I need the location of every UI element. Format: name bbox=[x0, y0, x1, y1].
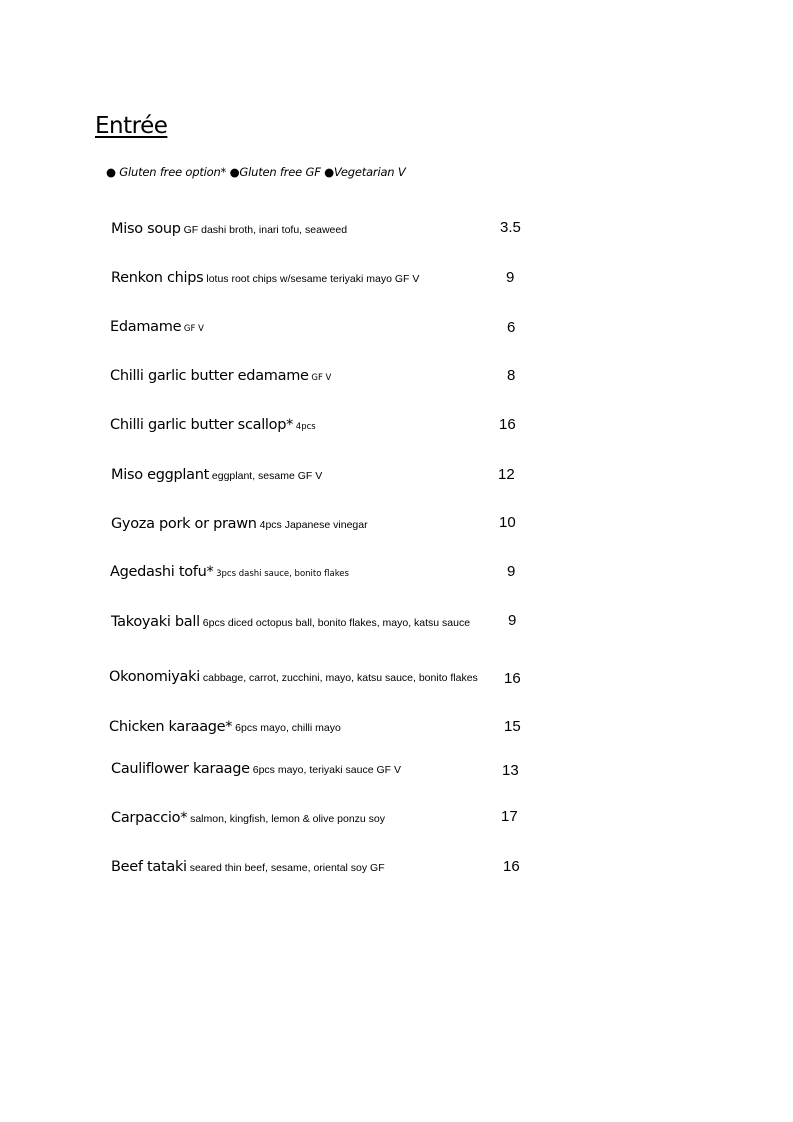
item-description: lotus root chips w/sesame teriyaki mayo GF V bbox=[203, 273, 420, 285]
item-price: 3.5 bbox=[500, 219, 521, 236]
item-name: Gyoza pork or prawn bbox=[111, 516, 257, 532]
item-name: Chicken karaage* bbox=[109, 719, 233, 735]
item-description: seared thin beef, sesame, oriental soy GF bbox=[186, 862, 385, 874]
item-description: 4pcs Japanese vinegar bbox=[256, 519, 368, 531]
item-price: 15 bbox=[504, 718, 521, 735]
item-description: GF dashi broth, inari tofu, seaweed bbox=[180, 224, 348, 236]
item-name: Takoyaki ball bbox=[111, 614, 200, 630]
menu-item-agedashi-tofu bbox=[110, 563, 349, 581]
menu-item-miso-soup bbox=[111, 220, 347, 238]
item-name: Miso soup bbox=[111, 221, 181, 237]
item-description: GF V bbox=[181, 324, 204, 334]
item-price: 17 bbox=[501, 808, 518, 825]
menu-item-beef-tataki bbox=[111, 858, 385, 876]
item-description: 4pcs bbox=[293, 422, 316, 432]
menu-item-cauliflower-karaage bbox=[111, 760, 401, 778]
menu-item-okonomiyaki bbox=[109, 668, 478, 686]
menu-item-chilli-garlic-edamame bbox=[110, 367, 331, 385]
menu-item-chicken-karaage bbox=[109, 718, 341, 736]
item-price: 16 bbox=[499, 416, 516, 433]
item-name: Renkon chips bbox=[111, 270, 204, 286]
item-description: salmon, kingfish, lemon & olive ponzu soy bbox=[187, 813, 386, 825]
item-description: 6pcs mayo, chilli mayo bbox=[232, 722, 341, 734]
item-price: 9 bbox=[508, 612, 517, 629]
item-name: Okonomiyaki bbox=[109, 669, 200, 685]
item-price: 10 bbox=[499, 514, 516, 531]
item-description: 6pcs mayo, teriyaki sauce GF V bbox=[249, 764, 401, 776]
item-name: Chilli garlic butter scallop* bbox=[110, 417, 294, 433]
item-description: 6pcs diced octopus ball, bonito flakes, mayo, katsu sauce bbox=[199, 617, 471, 629]
item-name: Cauliflower karaage bbox=[111, 761, 250, 777]
menu-item-miso-eggplant bbox=[111, 466, 322, 484]
menu-item-edamame bbox=[110, 318, 204, 336]
page-title: Entrée bbox=[95, 113, 168, 139]
item-description: eggplant, sesame GF V bbox=[209, 470, 323, 482]
item-description: cabbage, carrot, zucchini, mayo, katsu sauce, bonito flakes bbox=[199, 672, 478, 684]
item-price: 6 bbox=[507, 319, 516, 336]
item-name: Beef tataki bbox=[111, 859, 187, 875]
item-name: Edamame bbox=[110, 319, 182, 335]
menu-item-chilli-garlic-scallop bbox=[110, 416, 316, 434]
item-price: 9 bbox=[506, 269, 515, 286]
menu-item-carpaccio bbox=[111, 809, 385, 827]
item-price: 9 bbox=[507, 563, 516, 580]
item-name: Agedashi tofu* bbox=[110, 564, 214, 580]
item-price: 13 bbox=[502, 762, 519, 779]
item-description: GF V bbox=[308, 373, 332, 383]
item-price: 16 bbox=[504, 670, 521, 687]
dietary-legend: ● Gluten free option* ●Gluten free GF ●Vegetarian V bbox=[106, 165, 406, 179]
item-name: Miso eggplant bbox=[111, 467, 209, 483]
item-name: Chilli garlic butter edamame bbox=[110, 368, 309, 384]
menu-item-gyoza bbox=[111, 515, 368, 533]
item-name: Carpaccio* bbox=[111, 810, 188, 826]
menu-item-renkon-chips bbox=[111, 269, 419, 287]
menu-item-takoyaki bbox=[111, 613, 470, 631]
item-price: 8 bbox=[507, 367, 516, 384]
item-price: 16 bbox=[503, 858, 520, 875]
item-price: 12 bbox=[498, 466, 515, 483]
item-description: 3pcs dashi sauce, bonito flakes bbox=[213, 569, 349, 579]
